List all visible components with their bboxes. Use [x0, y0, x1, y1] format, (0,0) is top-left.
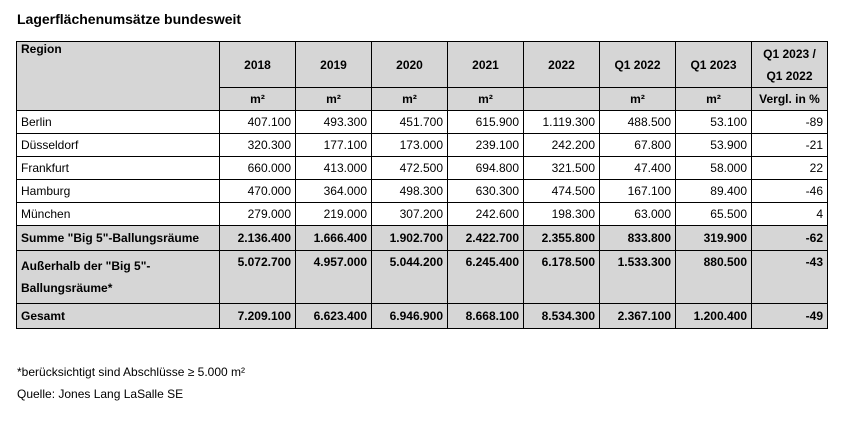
value-cell: 6.946.900 — [372, 304, 448, 329]
region-header: Region — [17, 42, 220, 111]
value-cell: 880.500 — [676, 251, 752, 304]
value-cell: 615.900 — [448, 111, 524, 134]
footnote: *berücksichtigt sind Abschlüsse ≥ 5.000 m² — [17, 365, 246, 379]
value-cell: 4.957.000 — [296, 251, 372, 304]
value-cell: 407.100 — [220, 111, 296, 134]
year-header: Q1 2023 — [676, 42, 752, 88]
change-cell: -46 — [752, 180, 828, 203]
unit-header: m² — [372, 88, 448, 111]
value-cell: 660.000 — [220, 157, 296, 180]
value-cell: 1.119.300 — [524, 111, 600, 134]
change-cell: 4 — [752, 203, 828, 226]
value-cell: 6.245.400 — [448, 251, 524, 304]
change-cell: -62 — [752, 226, 828, 251]
value-cell: 488.500 — [600, 111, 676, 134]
value-cell: 320.300 — [220, 134, 296, 157]
value-cell: 5.072.700 — [220, 251, 296, 304]
value-cell: 53.900 — [676, 134, 752, 157]
table-row — [17, 111, 828, 134]
value-cell: 2.367.100 — [600, 304, 676, 329]
region-cell: Düsseldorf — [17, 134, 220, 157]
change-cell: -21 — [752, 134, 828, 157]
value-cell: 219.000 — [296, 203, 372, 226]
region-cell: Frankfurt — [17, 157, 220, 180]
value-cell: 67.800 — [600, 134, 676, 157]
value-cell: 239.100 — [448, 134, 524, 157]
change-header — [752, 42, 828, 88]
value-cell: 321.500 — [524, 157, 600, 180]
change-cell: -89 — [752, 111, 828, 134]
change-header-line1: Q1 2023 / — [763, 47, 816, 61]
region-cell: Summe "Big 5"-Ballungsräume — [17, 226, 220, 251]
table-row — [17, 203, 828, 226]
value-cell: 8.534.300 — [524, 304, 600, 329]
region-cell: Außerhalb der "Big 5"-Ballungsräume* — [17, 251, 220, 304]
value-cell: 167.100 — [600, 180, 676, 203]
table-row — [17, 157, 828, 180]
value-cell: 279.000 — [220, 203, 296, 226]
source-note: Quelle: Jones Lang LaSalle SE — [17, 387, 184, 401]
year-header: Q1 2022 — [600, 42, 676, 88]
value-cell: 1.533.300 — [600, 251, 676, 304]
value-cell: 470.000 — [220, 180, 296, 203]
summe-row — [17, 226, 828, 251]
value-cell: 1.902.700 — [372, 226, 448, 251]
value-cell: 2.355.800 — [524, 226, 600, 251]
value-cell: 319.900 — [676, 226, 752, 251]
unit-header: m² — [676, 88, 752, 111]
notes — [17, 361, 245, 405]
table-title: Lagerflächenumsätze bundesweit — [17, 11, 242, 27]
value-cell: 493.300 — [296, 111, 372, 134]
region-cell: München — [17, 203, 220, 226]
value-cell: 2.136.400 — [220, 226, 296, 251]
value-cell: 1.666.400 — [296, 226, 372, 251]
change-cell: -43 — [752, 251, 828, 304]
region-cell: Berlin — [17, 111, 220, 134]
ausserhalb-row — [17, 251, 828, 304]
value-cell: 2.422.700 — [448, 226, 524, 251]
unit-header — [524, 88, 600, 111]
unit-header: m² — [296, 88, 372, 111]
value-cell: 63.000 — [600, 203, 676, 226]
data-table — [16, 41, 828, 329]
value-cell: 1.200.400 — [676, 304, 752, 329]
value-cell: 47.400 — [600, 157, 676, 180]
value-cell: 307.200 — [372, 203, 448, 226]
value-cell: 7.209.100 — [220, 304, 296, 329]
year-header: 2022 — [524, 42, 600, 88]
value-cell: 89.400 — [676, 180, 752, 203]
unit-header: m² — [220, 88, 296, 111]
region-cell: Hamburg — [17, 180, 220, 203]
table-row — [17, 134, 828, 157]
change-header-line2: Q1 2022 — [766, 69, 813, 83]
value-cell: 5.044.200 — [372, 251, 448, 304]
value-cell: 8.668.100 — [448, 304, 524, 329]
change-unit-header: Vergl. in % — [752, 88, 828, 111]
value-cell: 474.500 — [524, 180, 600, 203]
value-cell: 6.178.500 — [524, 251, 600, 304]
value-cell: 198.300 — [524, 203, 600, 226]
value-cell: 177.100 — [296, 134, 372, 157]
value-cell: 65.500 — [676, 203, 752, 226]
gesamt-row — [17, 304, 828, 329]
region-cell: Gesamt — [17, 304, 220, 329]
value-cell: 451.700 — [372, 111, 448, 134]
unit-header: m² — [448, 88, 524, 111]
header-row-years — [17, 42, 828, 88]
year-header: 2018 — [220, 42, 296, 88]
value-cell: 694.800 — [448, 157, 524, 180]
change-cell: -49 — [752, 304, 828, 329]
year-header: 2020 — [372, 42, 448, 88]
value-cell: 630.300 — [448, 180, 524, 203]
unit-header: m² — [600, 88, 676, 111]
value-cell: 364.000 — [296, 180, 372, 203]
change-cell: 22 — [752, 157, 828, 180]
value-cell: 498.300 — [372, 180, 448, 203]
year-header: 2021 — [448, 42, 524, 88]
value-cell: 58.000 — [676, 157, 752, 180]
value-cell: 242.200 — [524, 134, 600, 157]
year-header: 2019 — [296, 42, 372, 88]
value-cell: 413.000 — [296, 157, 372, 180]
value-cell: 833.800 — [600, 226, 676, 251]
value-cell: 472.500 — [372, 157, 448, 180]
table-row — [17, 180, 828, 203]
value-cell: 242.600 — [448, 203, 524, 226]
value-cell: 6.623.400 — [296, 304, 372, 329]
value-cell: 53.100 — [676, 111, 752, 134]
value-cell: 173.000 — [372, 134, 448, 157]
